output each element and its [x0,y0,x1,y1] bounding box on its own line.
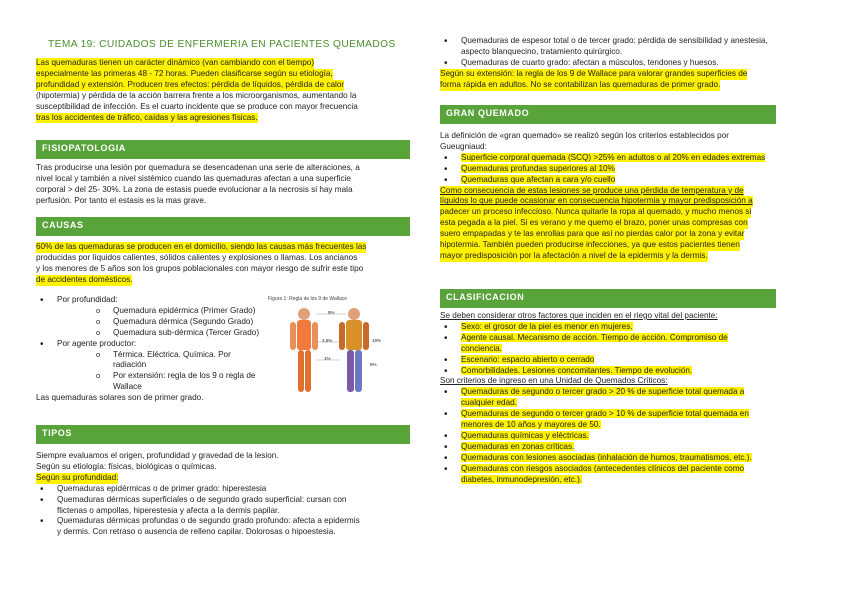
text-line: producidas por líquidos calientes, sólidos calientes y explosiones o llamas. Los ancianos [36,252,358,262]
section-header-fisiopatologia: FISIOPATOLOGIA [36,140,410,159]
list-text: flictenas o ampollas, hiperestesia y afecta a la dermis papilar. [57,505,280,515]
list-text: conciencia. [461,343,502,353]
list-text: Quemaduras dérmicas profundas o de segundo grado profundo: afecta a epidermis [57,516,360,526]
text-line: Son criterios de ingreso en una Unidad de Quemados Críticos: [440,376,668,386]
text-line: corporal > del 25- 30%. La zona de estasis puede evolucionar a la necrosis si hay mala [36,184,353,194]
text-line: Siempre evaluamos el origen, profundidad y gravedad de la lesion. [36,451,279,460]
right-top-list [440,36,780,91]
text-line: Se deben considerar otros factores que inciden en el riego vital del paciente: [440,311,718,320]
intro-line: Las quemaduras tienen un carácter dinámico (van cambiando con el tiempo) [36,58,315,67]
list-item [440,322,785,333]
list-item [440,153,780,164]
causas-list [36,295,276,404]
list-item [440,164,780,175]
list-item [440,333,785,355]
figure-label: 18% [372,338,382,343]
list-text: diabetes, inmunodepresión, etc.). [461,474,583,484]
list-item: • Quemaduras epidérmicas o de primer grado: hiperestesia [36,484,410,495]
sub-list-text: Térmica. Eléctrica. Química. Por [113,349,231,359]
text-line: y los menores de 5 años son los grupos poblacionales con mayor riesgo de sufrir este tipo [36,263,364,273]
text-line: Según su extensión: la regla de los 9 de Wallace para valorar grandes superficies de [440,68,748,78]
list-text: Quemaduras químicas y eléctricas. [461,430,589,440]
text-line: suero empapadas y te las enrollas para que así no pierdas calor por la zona y evitar [440,229,745,239]
text-line: La definición de «gran quemado» se realizó según los criterios establecidos por [440,131,730,140]
list-text: Quemaduras dérmicas superficiales o de segundo grado superficial: cursan con [57,494,347,504]
fisiopatologia-paragraph [36,163,410,207]
list-text: cualquier edad. [461,398,517,408]
section-header-gran-quemado: GRAN QUEMADO [440,105,776,124]
text-line: perfusión. Por tanto el estasis es la mas grave. [36,195,207,205]
list-text: Quemaduras de segundo o tercer grado > 20 % de superficie total quemada a [461,387,745,397]
list-text: Quemaduras profundas superiores al 10% [461,163,615,173]
list-text: menores de 10 años y mayores de 50. [461,420,601,430]
sub-list-item: o Quemadura sub-dérmica (Tercer Grado) [57,328,276,339]
text-line: forma rápida en adultos. No se contabilizan las quemaduras de primer grado. [440,79,721,89]
list-item [440,36,780,58]
intro-paragraph [36,58,410,123]
figure-label: 9% [328,310,335,315]
list-text: Superficie corporal quemada (SCQ) >25% en adultos o al 20% en edades extremas [461,152,766,162]
sub-list-text: Wallace [113,382,142,392]
causas-paragraph [36,242,410,286]
list-text: Quemaduras de segundo o tercer grado > 10 % de superficie total quemada en [461,409,749,419]
text-line: líquidos lo que puede ocasionar en consecuencia hipotermia y mayor predisposición a [440,196,753,206]
body-diagram-icon [266,302,386,402]
text-line: padecer un proceso infeccioso. Nunca quitarle la ropa al quemado, y mucho menos si [440,207,752,217]
intro-line: especialmente las primeras 48 - 72 horas. Pueden clasificarse según su etiología, [36,68,333,78]
text-line: mayor predisposición por la afectación a nivel de la epidermis y la dermis. [440,250,708,260]
list-item [36,339,276,394]
list-text: aspecto blanquecino, tratamiento quirúrgico. [461,46,623,56]
list-item [440,442,785,453]
text-line: Según su profundidad: [36,472,119,482]
figure-label: 4,5% [322,338,333,343]
gran-quemado-content [440,131,780,262]
list-text: y dermis. Con retraso o ausencia de relleno capilar. Dolorosas o hipoestesia. [57,527,336,537]
list-text: Quemaduras de espesor total o de tercer grado: pérdida de sensibilidad y anestesia, [461,36,768,45]
sub-list-item [57,371,276,393]
text-line: Las quemaduras solares son de primer grado. [36,393,204,403]
list-text: Escenario: espacio abierto o cerrado [461,354,595,364]
sub-list-text: Por extensión: regla de los 9 o regla de [113,371,256,381]
list-item [440,431,785,442]
intro-line: (hipotermia) y pérdida de la acción barrera frente a los microorganismos, aumentando la [36,90,357,100]
clasificacion-content [440,311,785,486]
section-header-causas: CAUSAS [36,217,410,236]
rule-of-nines-figure [266,296,386,401]
text-line: nivel local y también a nivel sistémico cuando las quemaduras afectan a una superficie [36,173,351,183]
list-item-label: Por agente productor: [57,338,137,348]
list-text: Quemaduras con lesiones asociadas (inhalación de humos, traumatismos, etc.). [461,452,752,462]
text-line: 60% de las quemaduras se producen en el domicilio, siendo las causas más frecuentes las [36,242,367,251]
list-text: Quemaduras en zonas críticas. [461,441,575,451]
list-item [440,387,785,409]
list-text: Quemaduras con riesgos asociados (antecedentes clínicos del paciente como [461,463,745,473]
list-text: Sexo: el grosor de la piel es menor en mujeres. [461,321,633,331]
sub-list-text: radiación [113,360,147,370]
list-item [440,464,785,486]
intro-line: tras los accidentes de tráfico, caídas y las agresiones físicas. [36,112,258,122]
list-item [36,495,410,517]
text-line: Gueugniaud: [440,141,487,151]
list-item [440,409,785,431]
list-item [440,366,785,377]
list-text: Comorbilidades. Lesiones concomitantes. Tiempo de evolución. [461,365,693,375]
list-item [36,295,276,339]
section-header-tipos: TIPOS [36,425,410,444]
intro-line: susceptibilidad de infección. Es el cuarto incidente que se produce con mayor frecuencia [36,101,358,111]
list-text: Quemaduras que afectan a cara y/o cuello [461,174,616,184]
list-item [440,355,785,366]
text-line: de accidentes domésticos. [36,274,133,284]
figure-caption: Figura 1: Regla de los 9 de Wallace [268,296,348,302]
text-line: esta pegada a la piel. Si es verano y me quemo el brazo, poner unas compresas con [440,218,748,228]
intro-line: profundidad y extensión. Producen tres efectos: pérdida de líquidos, pérdida de calor [36,79,345,89]
text-line: Tras producirse una lesión por quemadura se desencadenan una serie de alteraciones, a [36,163,360,172]
list-item [440,453,785,464]
section-header-clasificacion: CLASIFICACION [440,289,776,308]
text-line: Según su etiología: físicas, biológicas o químicas. [36,461,217,471]
tipos-content [36,451,410,538]
sub-list-item: o Quemadura dérmica (Segundo Grado) [57,317,276,328]
list-text: Agente causal. Mecanismo de acción. Tiempo de acción. Compromiso de [461,332,728,342]
list-item: • Quemaduras de cuarto grado: afectan a músculos, tendones y huesos. [440,58,780,69]
figure-label: 1% [324,356,331,361]
text-line: Como consecuencia de estas lesiones se produce una pérdida de temperatura y de [440,185,744,195]
list-item [36,516,410,538]
sub-list-item [57,350,276,372]
figure-label: 9% [370,362,377,367]
list-item-label: Por profundidad: [57,295,118,304]
page-title: TEMA 19: CUIDADOS DE ENFERMERIA EN PACIENTES QUEMADOS [48,39,396,50]
text-line: hipotermia. También pueden producirse infecciones, ya que estos pacientes tienen [440,240,740,250]
list-item [440,175,780,186]
sub-list-item: o Quemadura epidérmica (Primer Grado) [57,306,276,317]
